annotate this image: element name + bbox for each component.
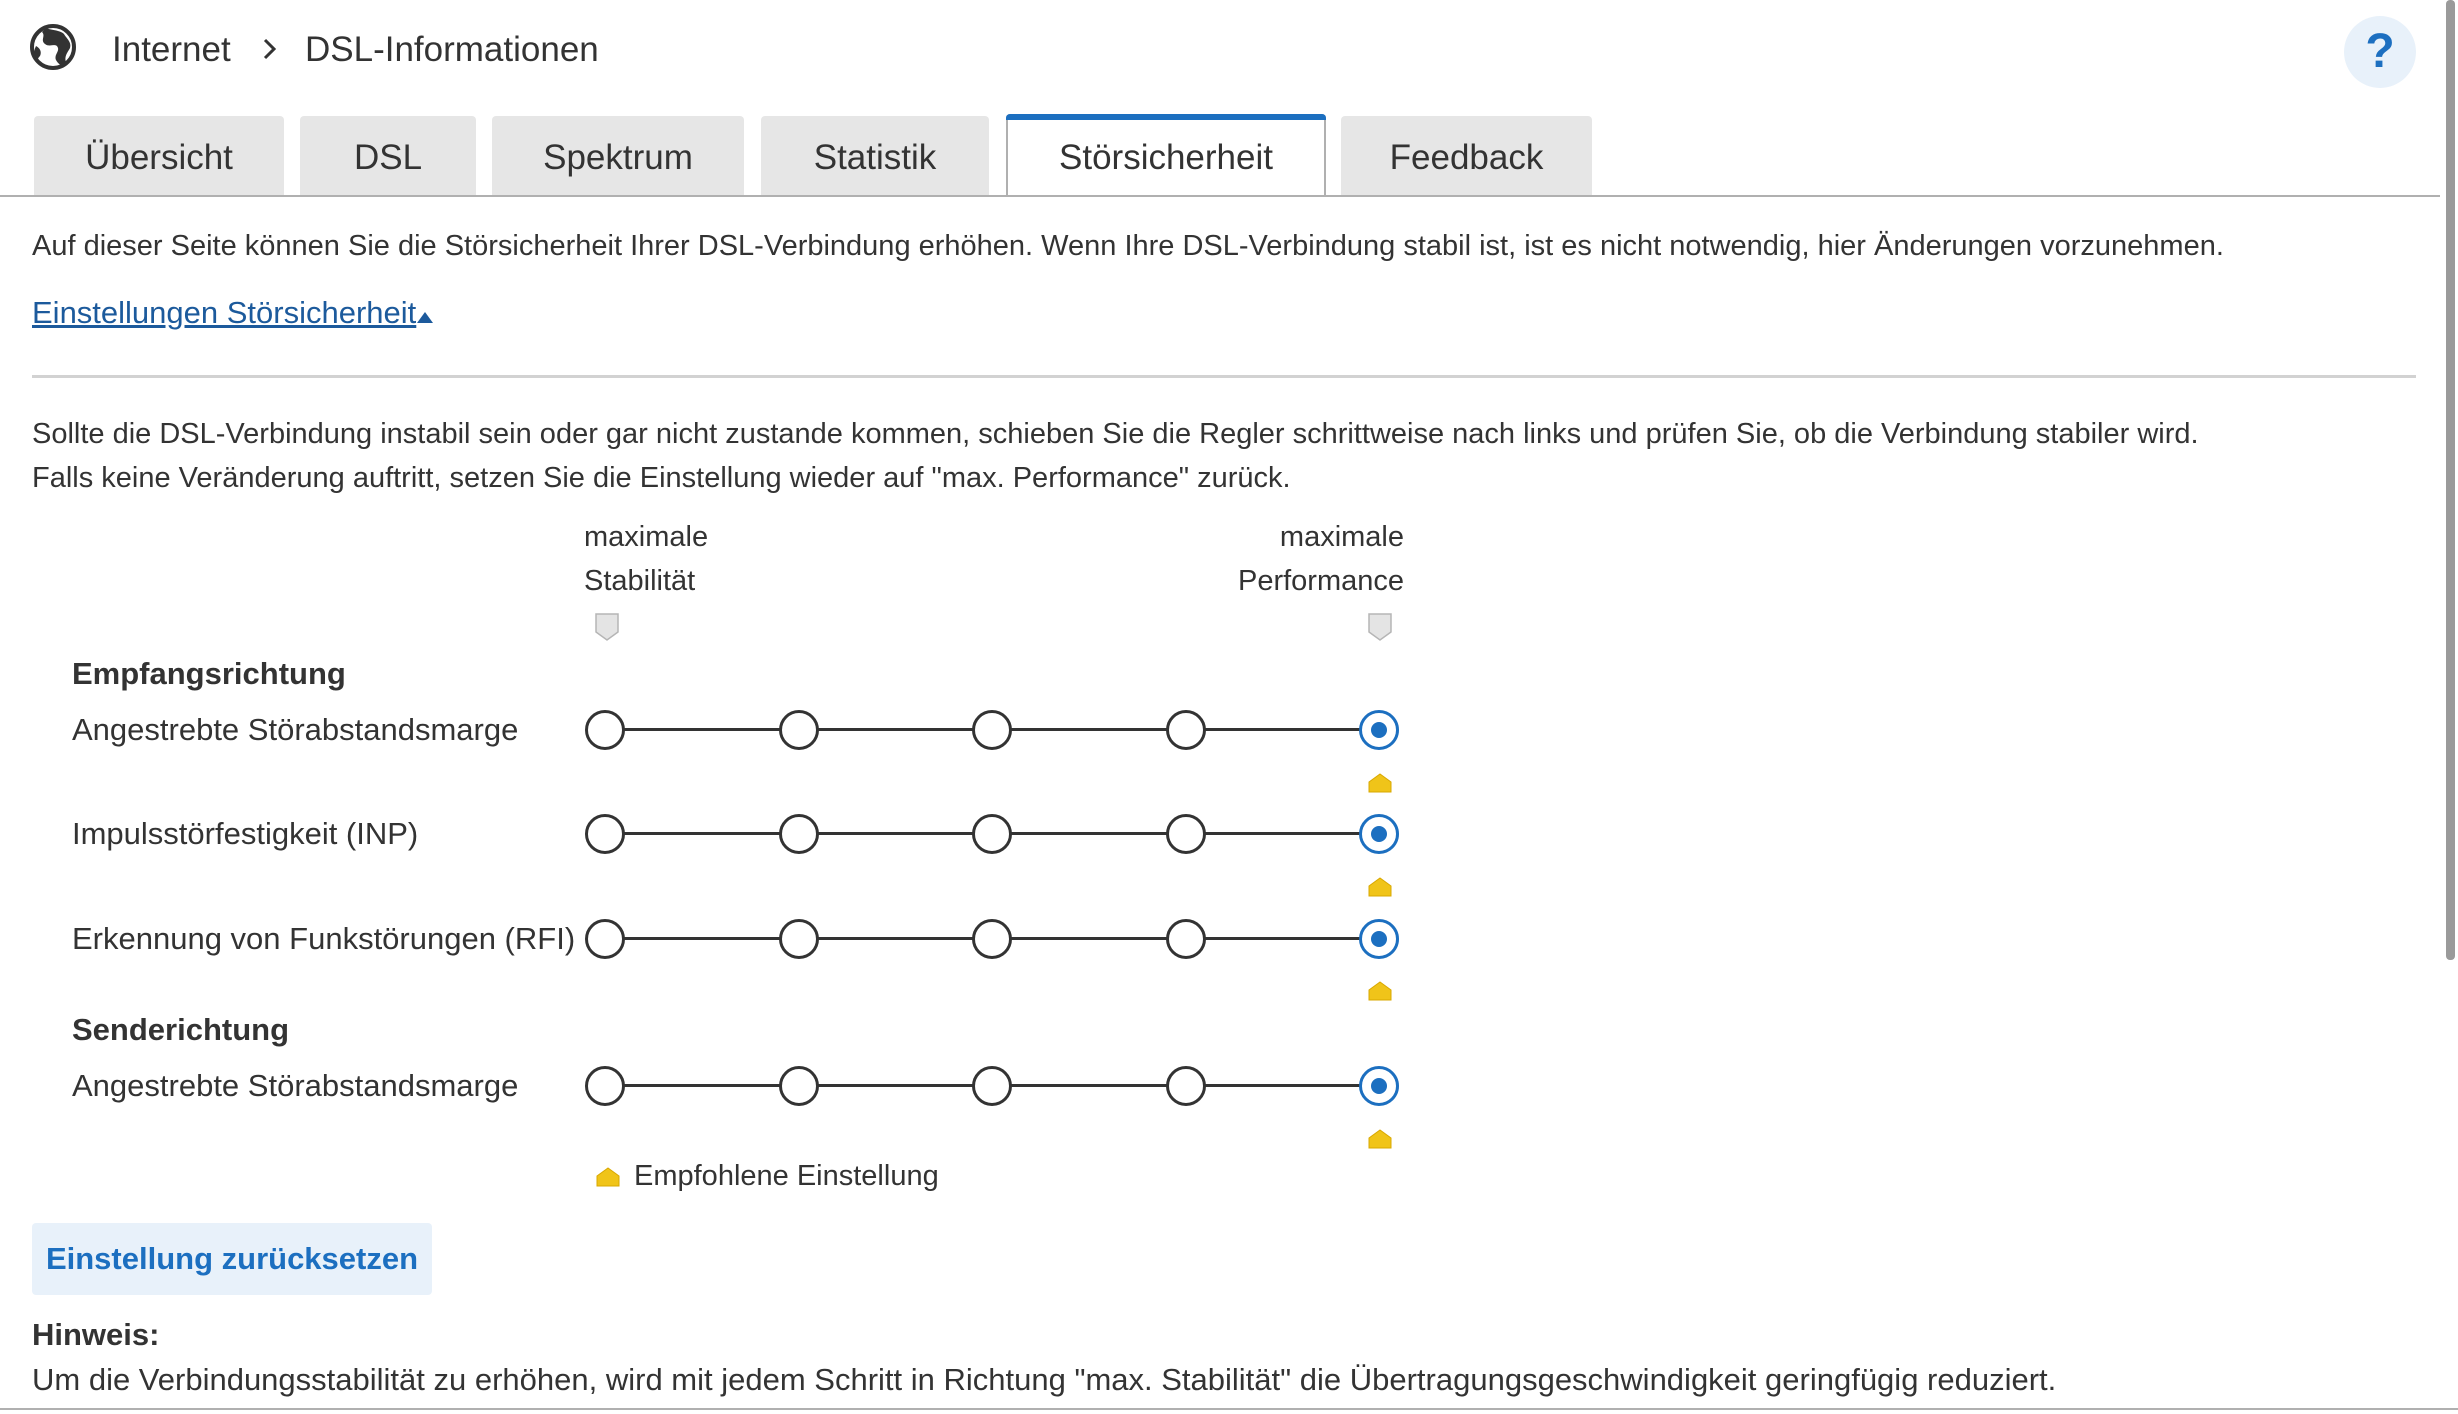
slider-track-segment xyxy=(1010,1084,1168,1087)
slider-step-4[interactable] xyxy=(1166,814,1206,854)
slider-step-2[interactable] xyxy=(779,710,819,750)
recommended-marker-icon xyxy=(1367,772,1393,794)
slider-step-3[interactable] xyxy=(972,814,1012,854)
recommended-marker-icon xyxy=(1367,980,1393,1002)
recommended-marker-icon xyxy=(1367,1128,1393,1150)
tab-divider xyxy=(0,195,2440,197)
slider-step-2[interactable] xyxy=(779,1066,819,1106)
tab-statistik[interactable]: Statistik xyxy=(761,116,989,196)
legend-text: Empfohlene Einstellung xyxy=(634,1160,939,1192)
slider-step-5-selected[interactable] xyxy=(1359,710,1399,750)
description-text xyxy=(32,412,2432,500)
reset-settings-button[interactable]: Einstellung zurücksetzen xyxy=(32,1223,432,1295)
scale-label-max-performance xyxy=(1200,515,1404,603)
slider-track-segment xyxy=(1204,832,1362,835)
slider-track-segment xyxy=(1204,1084,1362,1087)
section-senderichtung: Senderichtung xyxy=(72,1012,290,1047)
slider-label-inp: Impulsstörfestigkeit (INP) xyxy=(72,816,419,851)
scale-right-line-1: maximale xyxy=(1279,521,1404,553)
slider-step-3[interactable] xyxy=(972,710,1012,750)
slider-label-tx-margin: Angestrebte Störabstandsmarge xyxy=(72,1068,519,1103)
slider-track-segment xyxy=(817,937,975,940)
slider-step-4[interactable] xyxy=(1166,710,1206,750)
caret-up-icon[interactable] xyxy=(416,310,434,324)
chevron-right-icon xyxy=(255,34,285,64)
slider-track-segment xyxy=(623,728,781,731)
breadcrumb-dsl-informationen: DSL-Informationen xyxy=(305,30,599,69)
slider-step-3[interactable] xyxy=(972,1066,1012,1106)
slider-track-segment xyxy=(623,937,781,940)
scale-label-max-stability xyxy=(584,515,708,603)
slider-step-3[interactable] xyxy=(972,919,1012,959)
section-divider xyxy=(32,375,2416,378)
note-title: Hinweis: xyxy=(32,1317,160,1352)
section-empfangsrichtung: Empfangsrichtung xyxy=(72,656,346,691)
slider-track-segment xyxy=(817,728,975,731)
slider-label-rfi: Erkennung von Funkstörungen (RFI) xyxy=(72,921,576,956)
slider-rx-margin[interactable] xyxy=(585,708,1400,752)
bottom-divider xyxy=(0,1408,2458,1410)
slider-track-segment xyxy=(623,1084,781,1087)
description-line-1: Sollte die DSL-Verbindung instabil sein oder gar nicht zustande kommen, schieben Sie die Regler schrittweise nach links und prüfen Sie, ob die Verbindung stabiler wird. xyxy=(32,418,2199,450)
scale-right-marker-icon xyxy=(1367,612,1393,642)
slider-track-segment xyxy=(817,1084,975,1087)
slider-rfi[interactable] xyxy=(585,917,1400,961)
settings-toggle-link[interactable]: Einstellungen Störsicherheit xyxy=(32,295,417,330)
slider-step-2[interactable] xyxy=(779,814,819,854)
recommended-marker-icon xyxy=(1367,876,1393,898)
question-icon: ? xyxy=(2365,25,2395,78)
scrollbar[interactable] xyxy=(2446,0,2455,960)
slider-step-1[interactable] xyxy=(585,919,625,959)
slider-step-4[interactable] xyxy=(1166,1066,1206,1106)
slider-track-segment xyxy=(1204,728,1362,731)
slider-track-segment xyxy=(1010,832,1168,835)
scale-left-marker-icon xyxy=(594,612,620,642)
slider-track-segment xyxy=(1204,937,1362,940)
slider-step-5-selected[interactable] xyxy=(1359,814,1399,854)
tab-feedback[interactable]: Feedback xyxy=(1341,116,1592,196)
breadcrumb-internet[interactable]: Internet xyxy=(112,30,231,69)
intro-text: Auf dieser Seite können Sie die Störsicherheit Ihrer DSL-Verbindung erhöhen. Wenn Ihre DSL-Verbindung stabil ist, ist es nicht notwendig, hier Änderungen vorzunehmen. xyxy=(32,230,2224,262)
help-button[interactable] xyxy=(2344,16,2416,88)
slider-label-rx-margin: Angestrebte Störabstandsmarge xyxy=(72,712,519,747)
slider-inp[interactable] xyxy=(585,812,1400,856)
slider-step-1[interactable] xyxy=(585,1066,625,1106)
scale-left-line-1: maximale xyxy=(584,521,709,553)
slider-step-1[interactable] xyxy=(585,814,625,854)
slider-step-5-selected[interactable] xyxy=(1359,1066,1399,1106)
slider-track-segment xyxy=(817,832,975,835)
tab-stoersicherheit[interactable]: Störsicherheit xyxy=(1006,114,1326,196)
scale-right-line-2: Performance xyxy=(1237,565,1404,597)
slider-track-segment xyxy=(623,832,781,835)
description-line-2: Falls keine Veränderung auftritt, setzen Sie die Einstellung wieder auf "max. Performance" zurück. xyxy=(32,462,1291,494)
slider-track-segment xyxy=(1010,937,1168,940)
slider-step-2[interactable] xyxy=(779,919,819,959)
slider-track-segment xyxy=(1010,728,1168,731)
slider-step-4[interactable] xyxy=(1166,919,1206,959)
tab-spektrum[interactable]: Spektrum xyxy=(492,116,744,196)
recommended-legend-icon xyxy=(595,1166,621,1188)
slider-tx-margin[interactable] xyxy=(585,1064,1400,1108)
tab-uebersicht[interactable]: Übersicht xyxy=(34,116,284,196)
tab-dsl[interactable]: DSL xyxy=(300,116,476,196)
scale-left-line-2: Stabilität xyxy=(584,565,696,597)
globe-icon xyxy=(28,22,78,72)
note-text: Um die Verbindungsstabilität zu erhöhen, wird mit jedem Schritt in Richtung "max. Stabilität" die Übertragungsgeschwindigkeit geringfügig reduziert. xyxy=(32,1362,2057,1397)
slider-step-5-selected[interactable] xyxy=(1359,919,1399,959)
slider-step-1[interactable] xyxy=(585,710,625,750)
